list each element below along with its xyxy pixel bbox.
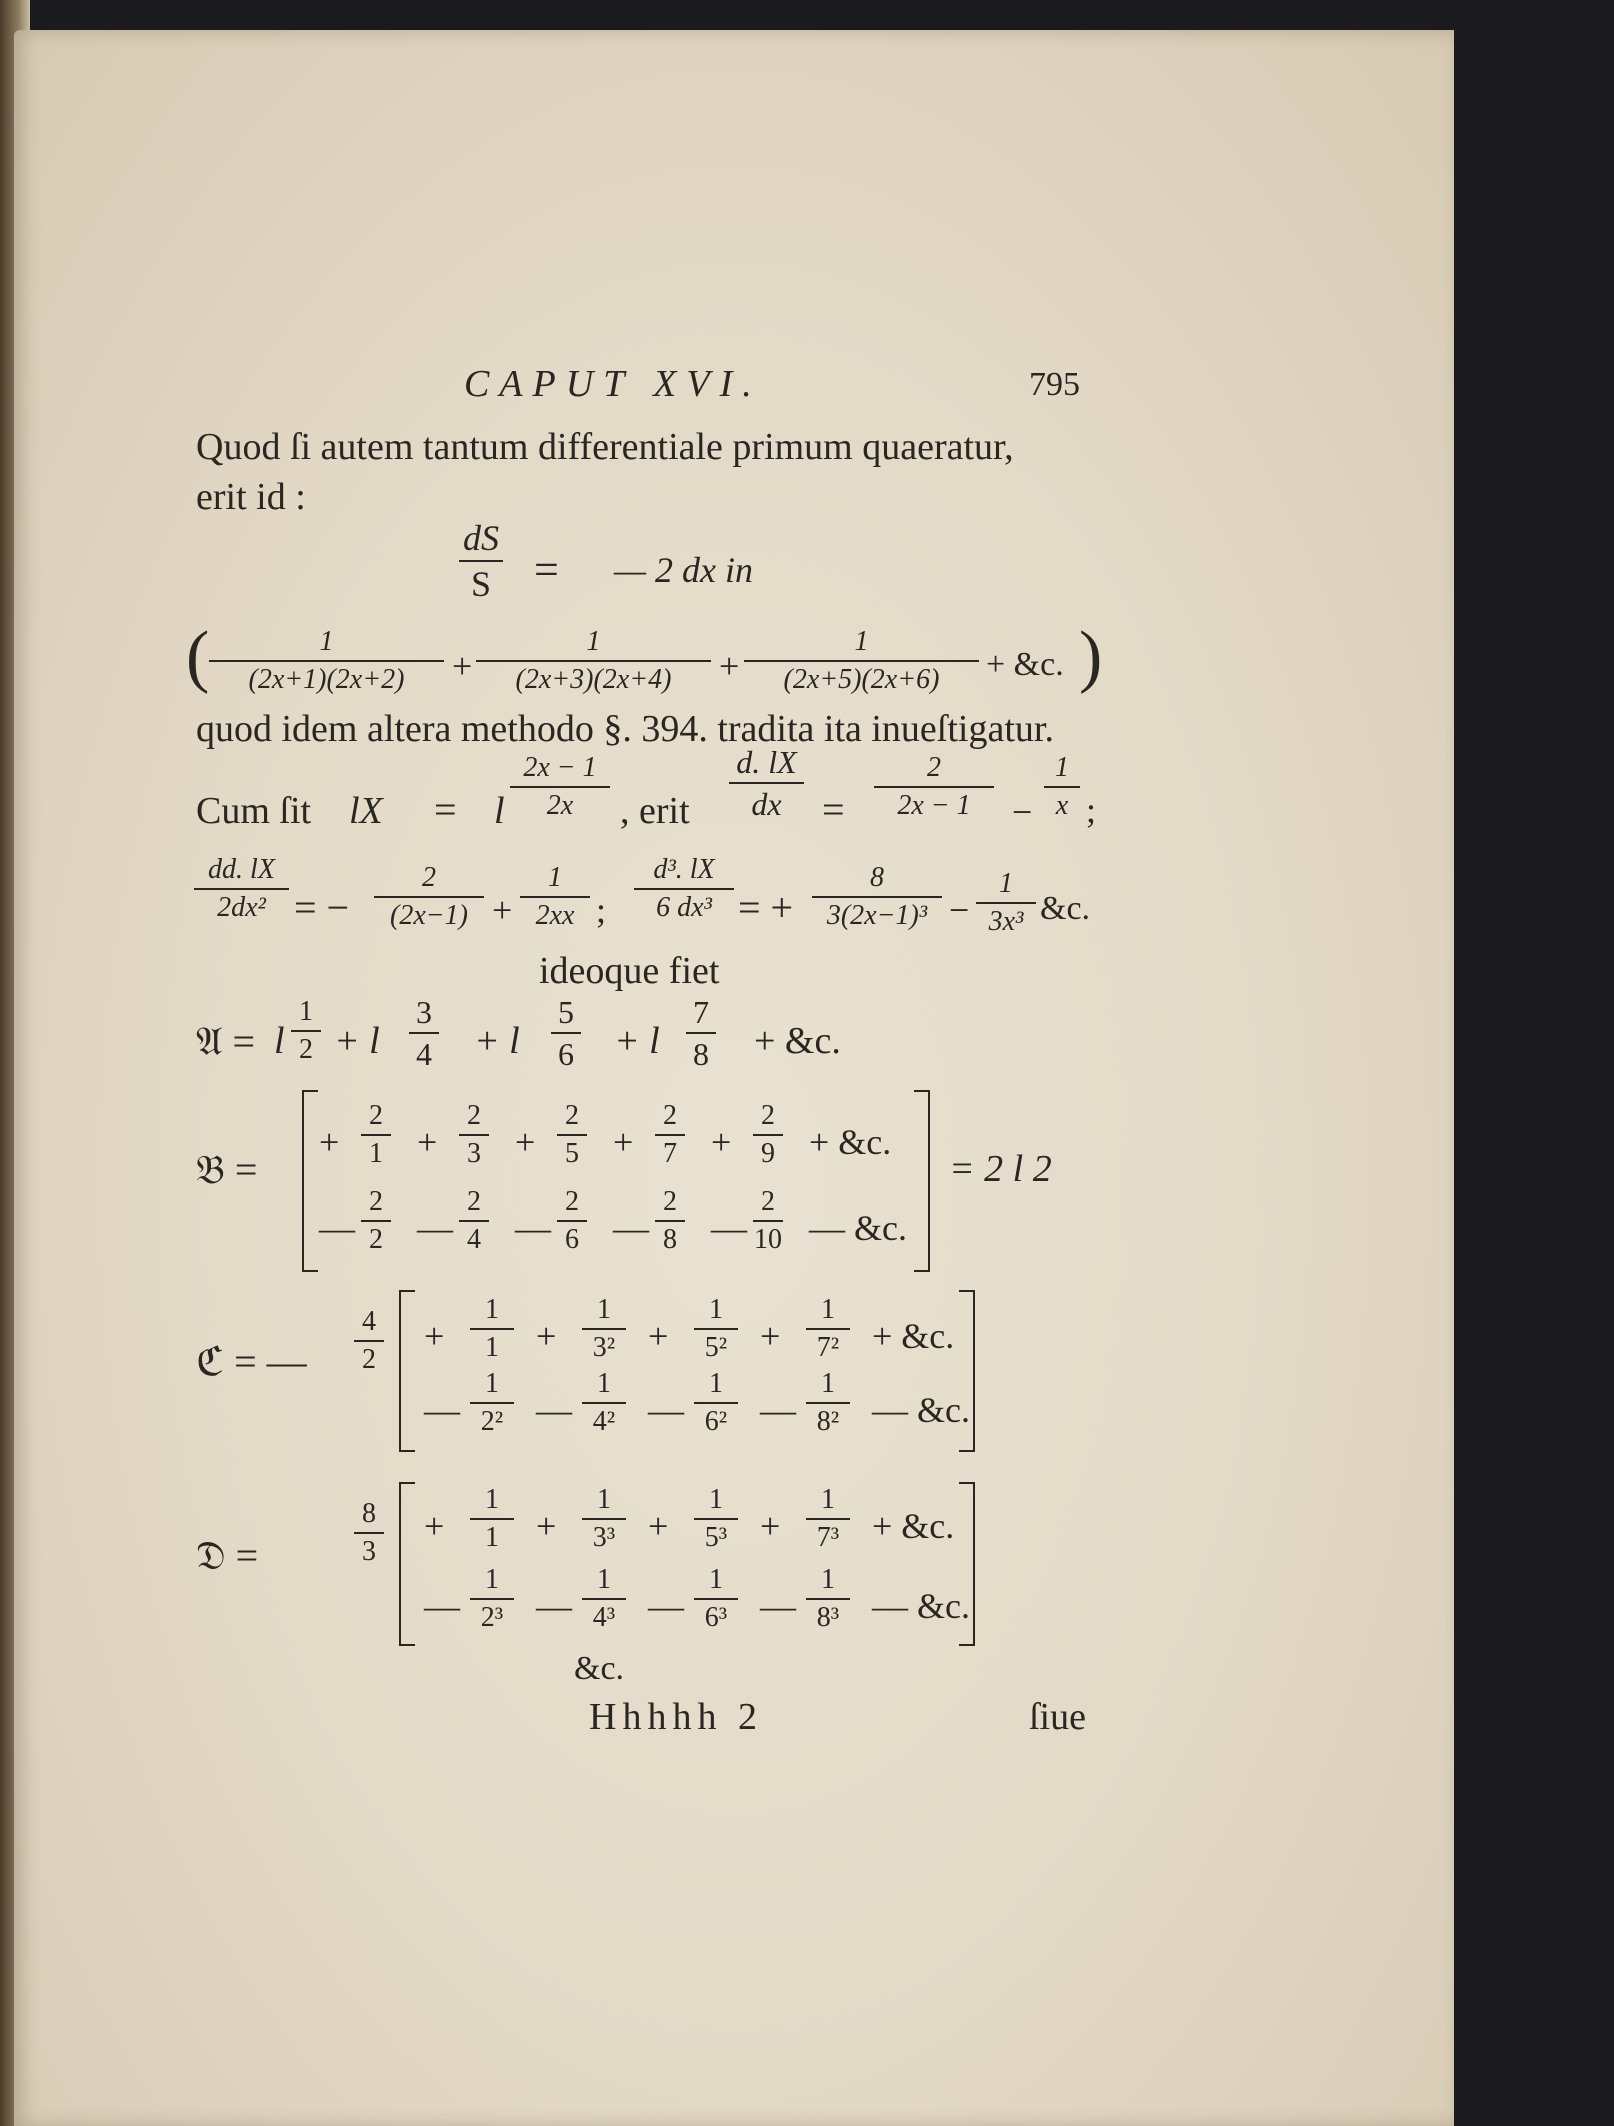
B-left-bracket	[302, 1090, 318, 1272]
B-top-term-3: $\frac{2}{7}$	[655, 1102, 685, 1168]
A-t1-pre: l	[274, 1020, 285, 1062]
etc-line: &c.	[574, 1650, 625, 1687]
eq3-minus: −	[1012, 792, 1033, 832]
eq3-frac-f: $\frac{2x - 1}{2x}$	[510, 754, 610, 820]
eq4-frac-e: $\frac{8}{\text{3(2x−1)³}}$	[812, 864, 942, 930]
C-left-bracket	[399, 1290, 415, 1452]
C-bottom-sign-2: —	[648, 1390, 684, 1430]
eq2-frac2: $\frac{1}{(2x+3)(2x+4)}$	[476, 628, 711, 694]
C-bottom-sign-0: —	[424, 1390, 460, 1430]
A-t1-frac: $\frac{1}{2}$	[291, 998, 321, 1064]
D-bottom-sign-1: —	[536, 1586, 572, 1626]
eq1-rhs: — 2 dx in	[614, 550, 753, 590]
eq4-plus: +	[492, 890, 513, 930]
A-t2-pre: + l	[334, 1020, 380, 1062]
B-bottom-sign-0: —	[319, 1208, 355, 1248]
C-top-sign-0: +	[424, 1316, 445, 1356]
eq1-lhs: $\frac{dS}{S}$	[459, 520, 503, 602]
B-top-sign-4: +	[711, 1122, 732, 1162]
A-t3-frac: $\frac{5}{6}$	[551, 996, 581, 1070]
text-line-3: quod idem altera methodo §. 394. tradita ita inueſtigatur.	[196, 708, 1054, 750]
running-title: CAPUT XVI.	[464, 363, 762, 405]
B-top-sign-0: +	[319, 1122, 340, 1162]
C-bottom-term-3: $\frac{1}{\text{8²}}$	[806, 1370, 850, 1436]
B-top-sign-1: +	[417, 1122, 438, 1162]
C-top-term-0: $\frac{1}{1}$	[470, 1296, 514, 1362]
D-top-sign-1: +	[536, 1506, 557, 1546]
text-line-4: ideoque fiet	[539, 950, 720, 992]
B-top-term-2: $\frac{2}{5}$	[557, 1102, 587, 1168]
eq4-eqm: = −	[294, 885, 350, 930]
D-coef: $\frac{8}{3}$	[354, 1500, 384, 1566]
B-bottom-term-2: $\frac{2}{6}$	[557, 1188, 587, 1254]
B-top-sign-2: +	[515, 1122, 536, 1162]
eq4-etc: &c.	[1040, 890, 1091, 927]
eq3-frac-h: $\frac{1}{x}$	[1044, 754, 1080, 820]
eq2-frac1: $\frac{1}{(2x+1)(2x+2)}$	[209, 628, 444, 694]
A-t2-frac: $\frac{3}{4}$	[409, 996, 439, 1070]
C-top-sign-1: +	[536, 1316, 557, 1356]
A-t4-pre: + l	[614, 1020, 660, 1062]
B-right-bracket	[914, 1090, 930, 1272]
C-top-term-1: $\frac{1}{\text{3²}}$	[582, 1296, 626, 1362]
D-bottom-term-0: $\frac{1}{\text{2³}}$	[470, 1566, 514, 1632]
C-bottom-sign-3: —	[760, 1390, 796, 1430]
catchword: ſiue	[1029, 1696, 1086, 1738]
D-bottom-term-1: $\frac{1}{\text{4³}}$	[582, 1566, 626, 1632]
C-bottom-sign-1: —	[536, 1390, 572, 1430]
B-bottom-term-1: $\frac{2}{4}$	[459, 1188, 489, 1254]
text-line-2: erit id :	[196, 476, 306, 518]
D-top-sign-3: +	[760, 1506, 781, 1546]
eq4-frac-f: $\frac{1}{\text{3x³}}$	[976, 870, 1036, 936]
B-bottom-sign-3: —	[613, 1208, 649, 1248]
page-number: 795	[1029, 366, 1080, 403]
eq3-cum: Cum ſit	[196, 790, 312, 832]
D-bottom-sign-2: —	[648, 1586, 684, 1626]
D-top-term-3: $\frac{1}{\text{7³}}$	[806, 1486, 850, 1552]
D-top-term-2: $\frac{1}{\text{5³}}$	[694, 1486, 738, 1552]
B-label: 𝔅 =	[196, 1147, 258, 1192]
C-top-sign-2: +	[648, 1316, 669, 1356]
C-top-etc: + &c.	[872, 1316, 955, 1356]
eq3-eq-2: =	[822, 787, 845, 832]
B-bottom-term-0: $\frac{2}{2}$	[361, 1188, 391, 1254]
text-line-1: Quod ſi autem tantum differentiale primum quaeratur,	[196, 426, 1014, 468]
C-bottom-term-1: $\frac{1}{\text{4²}}$	[582, 1370, 626, 1436]
D-top-sign-0: +	[424, 1506, 445, 1546]
B-bottom-sign-2: —	[515, 1208, 551, 1248]
book-page	[14, 30, 1454, 2126]
eq4-frac-b: $\frac{2}{(2x-1)}$	[374, 864, 484, 930]
C-bottom-etc: — &c.	[872, 1390, 970, 1430]
D-bottom-sign-3: —	[760, 1586, 796, 1626]
A-t3-pre: + l	[474, 1020, 520, 1062]
C-coef: $\frac{4}{2}$	[354, 1308, 384, 1374]
D-bottom-etc: — &c.	[872, 1586, 970, 1626]
C-label: ℭ = —	[196, 1339, 307, 1384]
B-bottom-etc: — &c.	[809, 1208, 907, 1248]
eq2-close-paren: )	[1079, 618, 1103, 695]
D-label: 𝔇 =	[196, 1533, 259, 1578]
B-bottom-term-3: $\frac{2}{8}$	[655, 1188, 685, 1254]
C-bottom-term-2: $\frac{1}{\text{6²}}$	[694, 1370, 738, 1436]
A-tail: + &c.	[754, 1020, 841, 1062]
C-top-sign-3: +	[760, 1316, 781, 1356]
eq3-l: l	[494, 790, 505, 832]
D-bottom-term-3: $\frac{1}{\text{8³}}$	[806, 1566, 850, 1632]
eq2-plus-1: +	[452, 646, 473, 686]
D-top-term-1: $\frac{1}{\text{3³}}$	[582, 1486, 626, 1552]
B-top-sign-3: +	[613, 1122, 634, 1162]
C-bottom-term-0: $\frac{1}{\text{2²}}$	[470, 1370, 514, 1436]
eq2-frac3: $\frac{1}{(2x+5)(2x+6)}$	[744, 628, 979, 694]
B-bottom-sign-4: —	[711, 1208, 747, 1248]
A-t4-frac: $\frac{7}{8}$	[686, 996, 716, 1070]
A-label: 𝔄 =	[196, 1019, 256, 1064]
eq3-erit: , erit	[620, 790, 690, 832]
B-bottom-term-4: $\frac{2}{10}$	[754, 1186, 782, 1255]
D-top-term-0: $\frac{1}{1}$	[470, 1486, 514, 1552]
D-top-sign-2: +	[648, 1506, 669, 1546]
eq4-frac-a: $\frac{dd. lX}{\text{2dx²}}$	[194, 856, 289, 922]
eq4-frac-d: $\frac{\text{d³. lX}}{\text{6 dx³}}$	[634, 856, 734, 922]
eq4-frac-c: $\frac{1}{2xx}$	[520, 864, 590, 930]
eq3-frac-d: $\frac{d. lX}{dx}$	[729, 746, 804, 820]
eq3-semicolon: ;	[1086, 790, 1097, 830]
D-bottom-term-2: $\frac{1}{\text{6³}}$	[694, 1566, 738, 1632]
C-top-term-2: $\frac{1}{\text{5²}}$	[694, 1296, 738, 1362]
eq3-eq: =	[434, 787, 457, 832]
eq3-frac-g: $\frac{2}{2x - 1}$	[874, 754, 994, 820]
eq2-tail: + &c.	[986, 646, 1064, 683]
C-top-term-3: $\frac{1}{\text{7²}}$	[806, 1296, 850, 1362]
signature-mark: Hhhhh 2	[589, 1696, 763, 1738]
eq4-semicolon: ;	[596, 890, 607, 930]
D-top-etc: + &c.	[872, 1506, 955, 1546]
B-result: = 2 l 2	[949, 1148, 1052, 1190]
B-top-term-1: $\frac{2}{3}$	[459, 1102, 489, 1168]
B-bottom-sign-1: —	[417, 1208, 453, 1248]
eq4-minus: −	[949, 890, 970, 930]
D-left-bracket	[399, 1482, 415, 1646]
B-top-term-0: $\frac{2}{1}$	[361, 1102, 391, 1168]
eq2-plus-2: +	[719, 646, 740, 686]
B-top-term-4: $\frac{2}{9}$	[753, 1102, 783, 1168]
eq3-lX: lX	[349, 790, 383, 832]
D-bottom-sign-0: —	[424, 1586, 460, 1626]
B-top-etc: + &c.	[809, 1122, 892, 1162]
eq2-open-paren: (	[186, 618, 210, 695]
eq4-eqp: = +	[738, 885, 794, 930]
eq1-rel: =	[534, 545, 559, 594]
